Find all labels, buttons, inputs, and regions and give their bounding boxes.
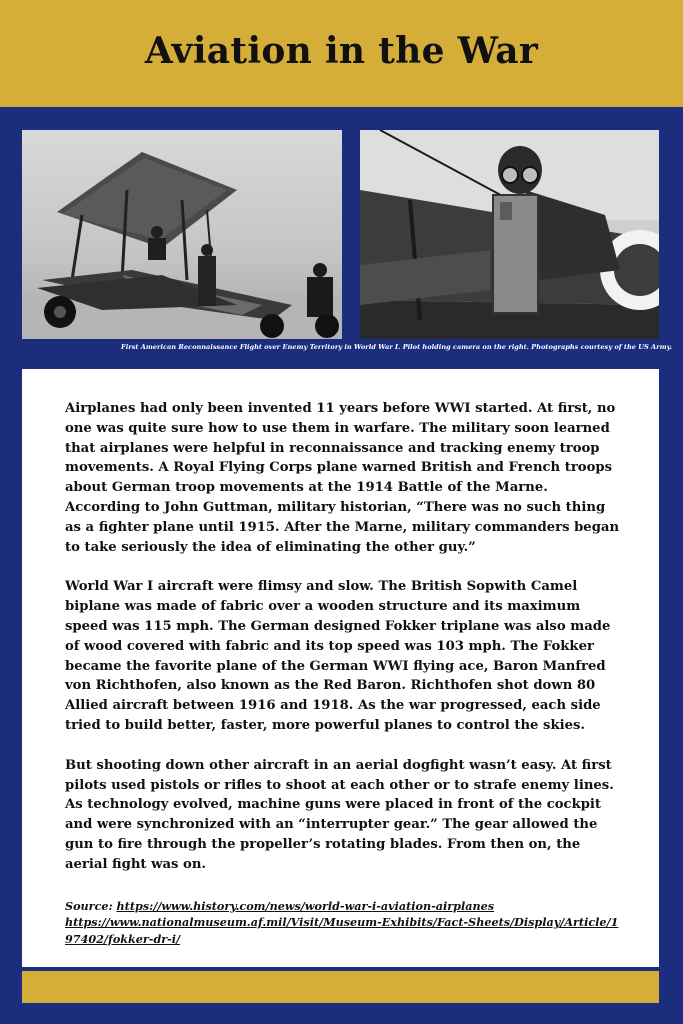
pilot-camera-photo-icon — [360, 130, 659, 339]
article-panel — [22, 369, 659, 967]
paragraph-2: World War I aircraft were flimsy and slow. The British Sopwith Camel biplane was made of fabric over a wooden structure and its maximum speed was 115 mph. The German designed Fokker triplane was also made of wood covered with fabric and its top speed was 103 mph. The Fokker became the favorite plane of the German WWI flying ace, Baron Manfred von Richthofen, also known as the Red Baron. Richthofen shot down 80 Allied aircraft between 1916 and 1918. As the war progressed, each side tried to build better, faster, more powerful planes to control the skies. — [65, 579, 611, 733]
source-link-national-museum[interactable]: https://www.nationalmuseum.af.mil/Visit/Museum-Exhibits/Fact-Sheets/Display/Article/197402/fokker-dr-i/ — [65, 915, 619, 946]
source-block — [65, 898, 621, 948]
page-title: Aviation in the War — [144, 30, 539, 72]
footer-bar — [22, 971, 659, 1003]
source-link-history[interactable]: https://www.history.com/news/world-war-i-aviation-airplanes — [116, 898, 495, 913]
paragraph-1: Airplanes had only been invented 11 years before WWI started. At first, no one was quite sure how to use them in warfare. The military soon learned that airplanes were helpful in reconnaissance and tracking enemy troop movements. A Royal Flying Corps plane warned British and French troops about German troop movements at the 1914 Battle of the Marne. According to John Guttman, military historian, “There was no such thing as a fighter plane until 1915. After the Marne, military commanders began to take seriously the idea of eliminating the other guy.” — [65, 401, 620, 555]
article-body — [65, 399, 621, 947]
header-bar — [0, 0, 683, 107]
biplane-photo-icon — [22, 130, 342, 339]
photo-caption: First American Reconnaissance Flight over Enemy Territory in World War I. Pilot holding camera on the right. Photographs courtesy of the US Army. — [121, 343, 672, 351]
source-label: Source: — [65, 898, 117, 913]
paragraph-3: But shooting down other aircraft in an aerial dogfight wasn’t easy. At first pilots used pistols or rifles to shoot at each other or to strafe enemy lines. As technology evolved, machine guns were placed in front of the cockpit and were synchronized with an “interrupter gear.” The gear allowed the gun to fire through the propeller’s rotating blades. From then on, the aerial fight was on. — [65, 757, 614, 872]
